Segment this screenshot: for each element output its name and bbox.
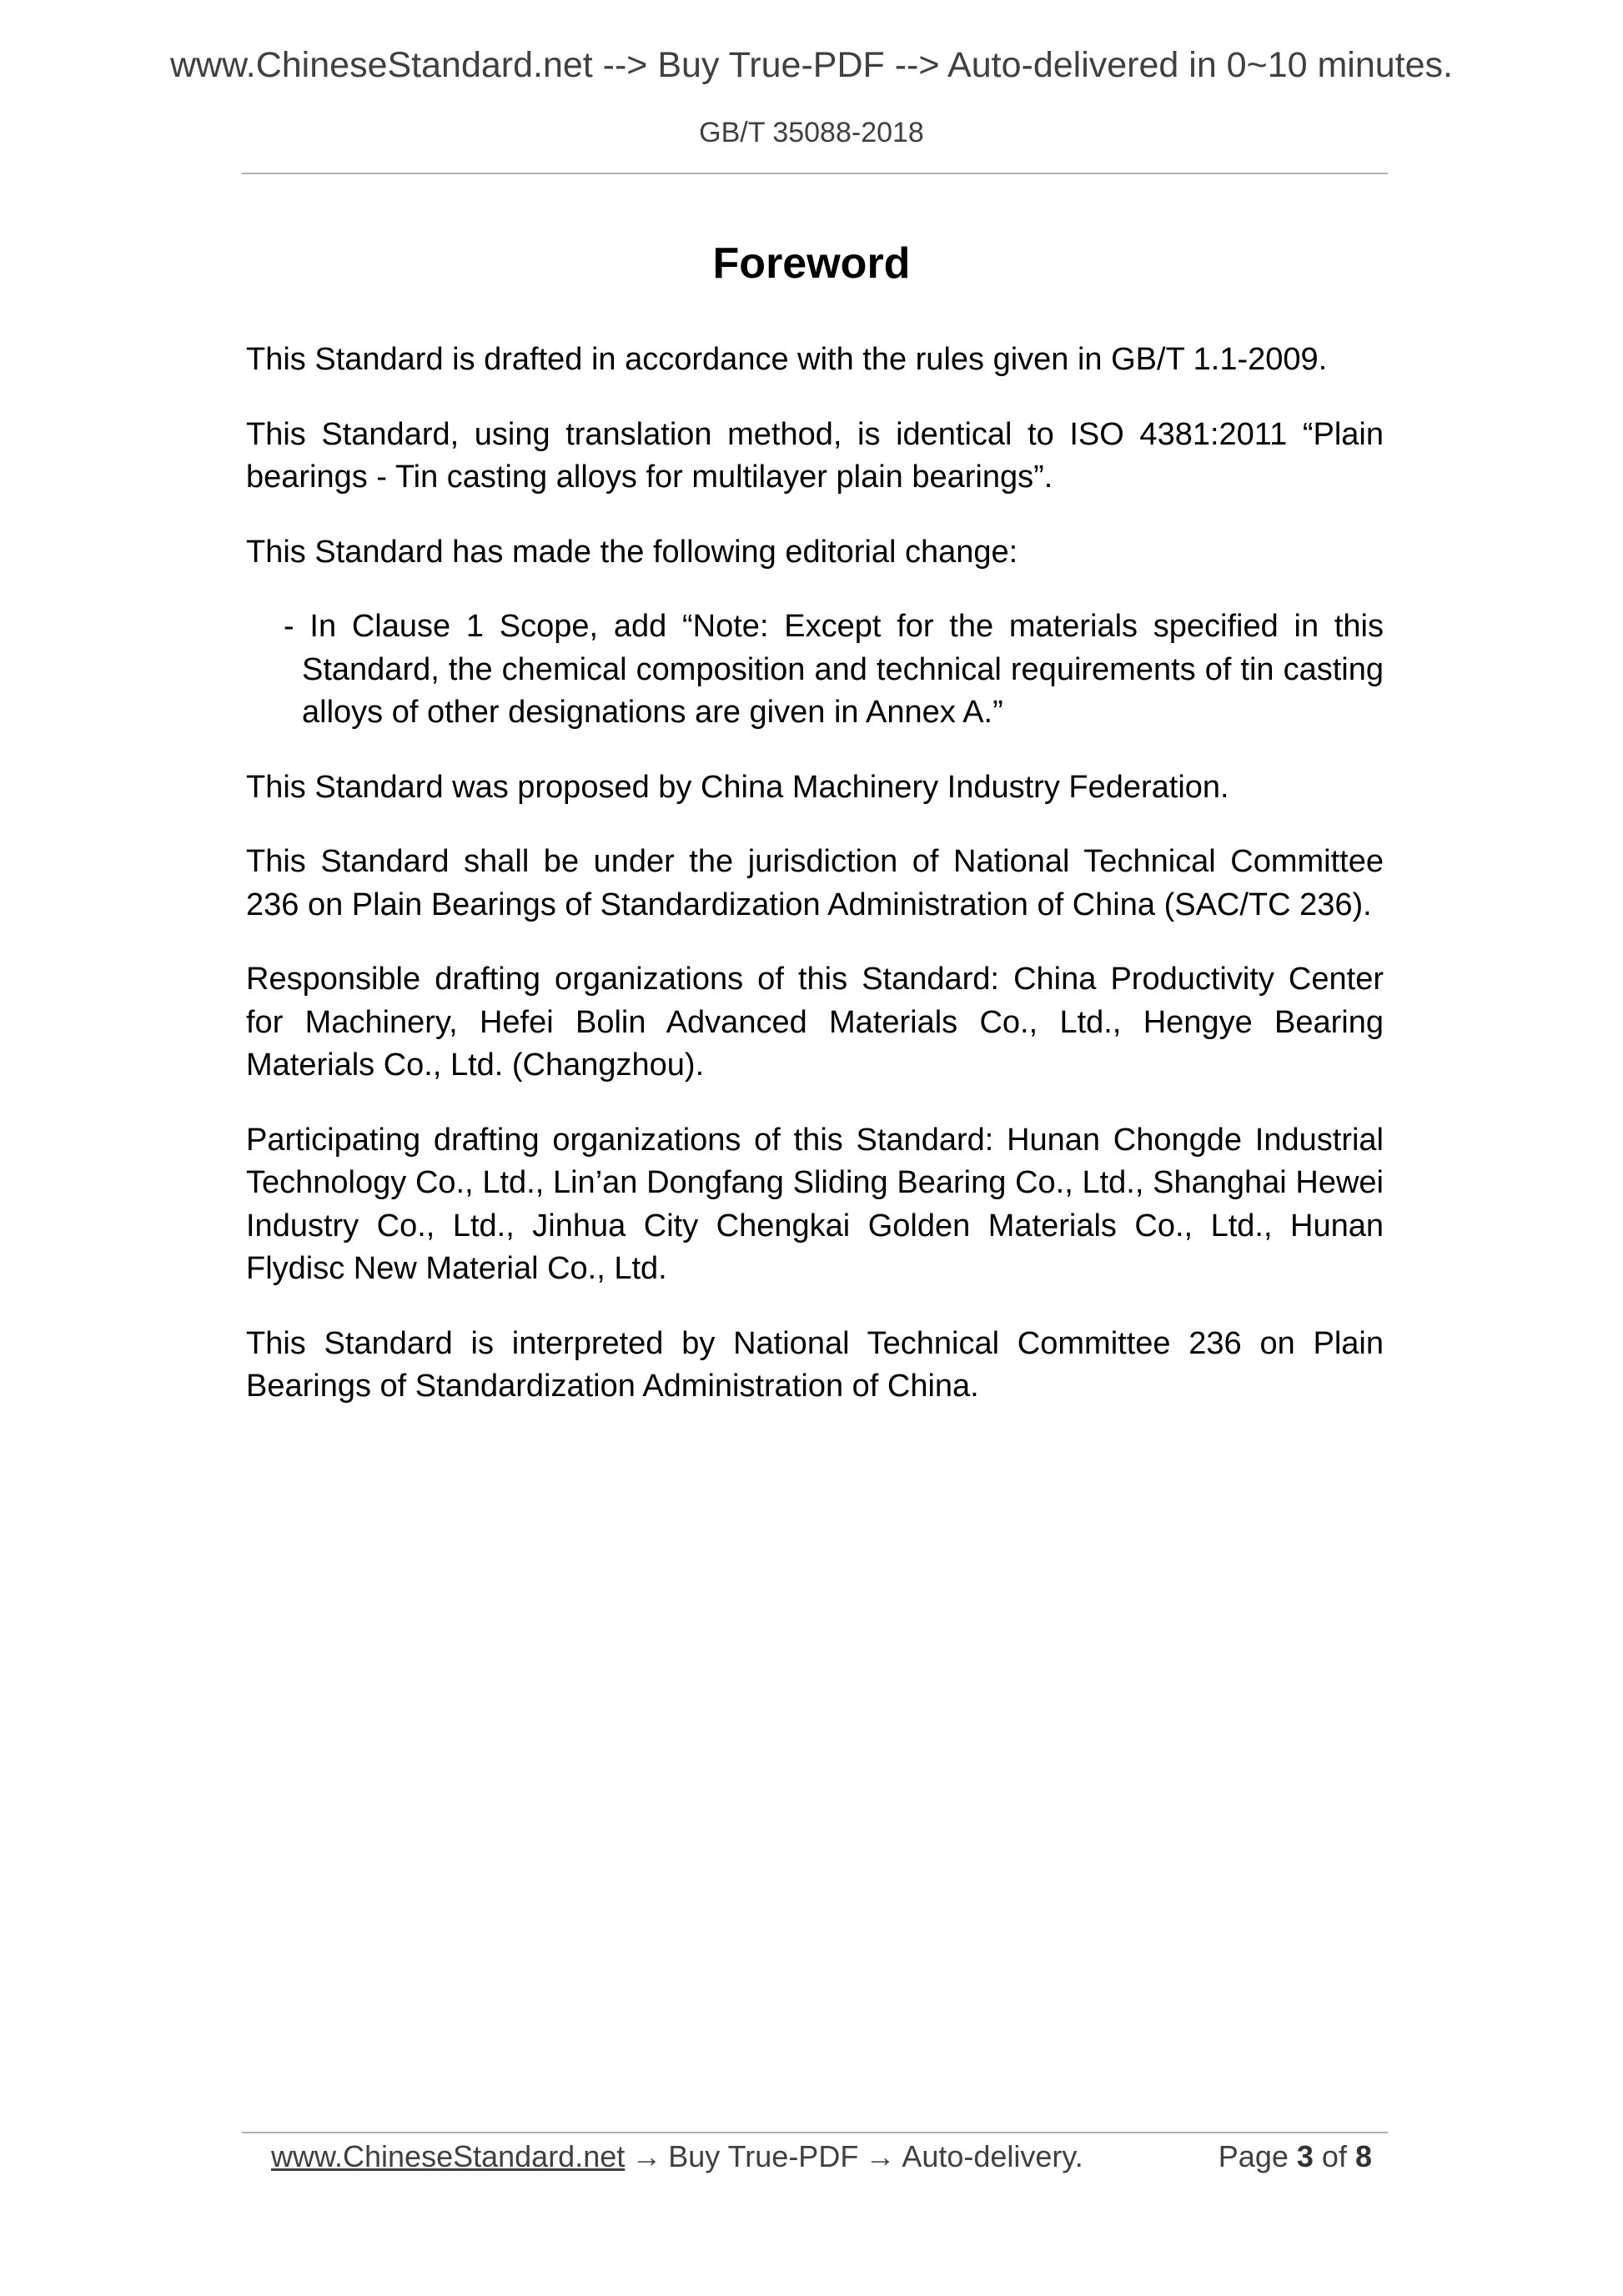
footer-delivery-text: Auto-delivery. — [902, 2139, 1083, 2173]
page-label: Page — [1218, 2139, 1289, 2173]
paragraph-drafting-rules: This Standard is drafted in accordance with the rules given in GB/T 1.1-2009. — [246, 342, 1328, 377]
header-divider — [242, 173, 1388, 174]
arrow-right-icon: → — [631, 2139, 662, 2173]
paragraph-proposed-by: This Standard was proposed by China Machinery Industry Federation. — [246, 769, 1229, 805]
of-label: of — [1321, 2139, 1347, 2173]
standard-code: GB/T 35088-2018 — [699, 117, 924, 148]
footer-site-link[interactable]: www.ChineseStandard.net — [271, 2139, 626, 2173]
arrow-right-icon: → — [865, 2139, 896, 2173]
paragraph-responsible-drafters: Responsible drafting organizations of this Standard: China Productivity Center for Machinery, Hefei Bolin Advanced Materials Co., Ltd., Hengye Bearing Materials Co., Ltd. (Changzhou). — [246, 962, 1384, 1083]
paragraph-interpreted-by: This Standard is interpreted by National Technical Committee 236 on Plain Bearings of Standardization Administration of China. — [246, 1325, 1384, 1404]
paragraph-participating-drafters: Participating drafting organizations of this Standard: Hunan Chongde Industrial Technology Co., Ltd., Lin’an Dongfang Sliding Bearing Co., Ltd., Shanghai Hewei Industry Co., Ltd., Jinhua City Chengkai Golden Materials Co., Ltd., Hunan Flydisc New Material Co., Ltd. — [246, 1122, 1384, 1286]
top-banner[interactable]: www.ChineseStandard.net --> Buy True-PDF --> Auto-delivered in 0~10 minutes. — [169, 45, 1453, 85]
page-number: 3 — [1296, 2139, 1314, 2173]
page-title: Foreword — [712, 239, 911, 288]
footer-divider — [242, 2132, 1388, 2133]
paragraph-identical-iso: This Standard, using translation method, is identical to ISO 4381:2011 “Plain bearings - Tin casting alloys for multilayer plain bearings”. — [246, 416, 1384, 495]
footer-buy-text: Buy True-PDF — [668, 2139, 859, 2173]
foreword-body — [246, 339, 1384, 1440]
footer-promo — [271, 2137, 1083, 2177]
page-footer — [271, 2137, 1372, 2178]
list-item-scope-note: - In Clause 1 Scope, add “Note: Except for the materials specified in this Standard, the chemical composition and technical requirements of tin casting alloys of other designations are given in Annex A.” — [284, 609, 1384, 730]
paragraph-editorial-change: This Standard has made the following editorial change: — [246, 534, 1018, 570]
paragraph-jurisdiction: This Standard shall be under the jurisdiction of National Technical Committee 236 on Plain Bearings of Standardization Administration of China (SAC/TC 236). — [246, 844, 1384, 922]
page-total: 8 — [1354, 2139, 1372, 2173]
page-indicator — [1219, 2137, 1372, 2177]
